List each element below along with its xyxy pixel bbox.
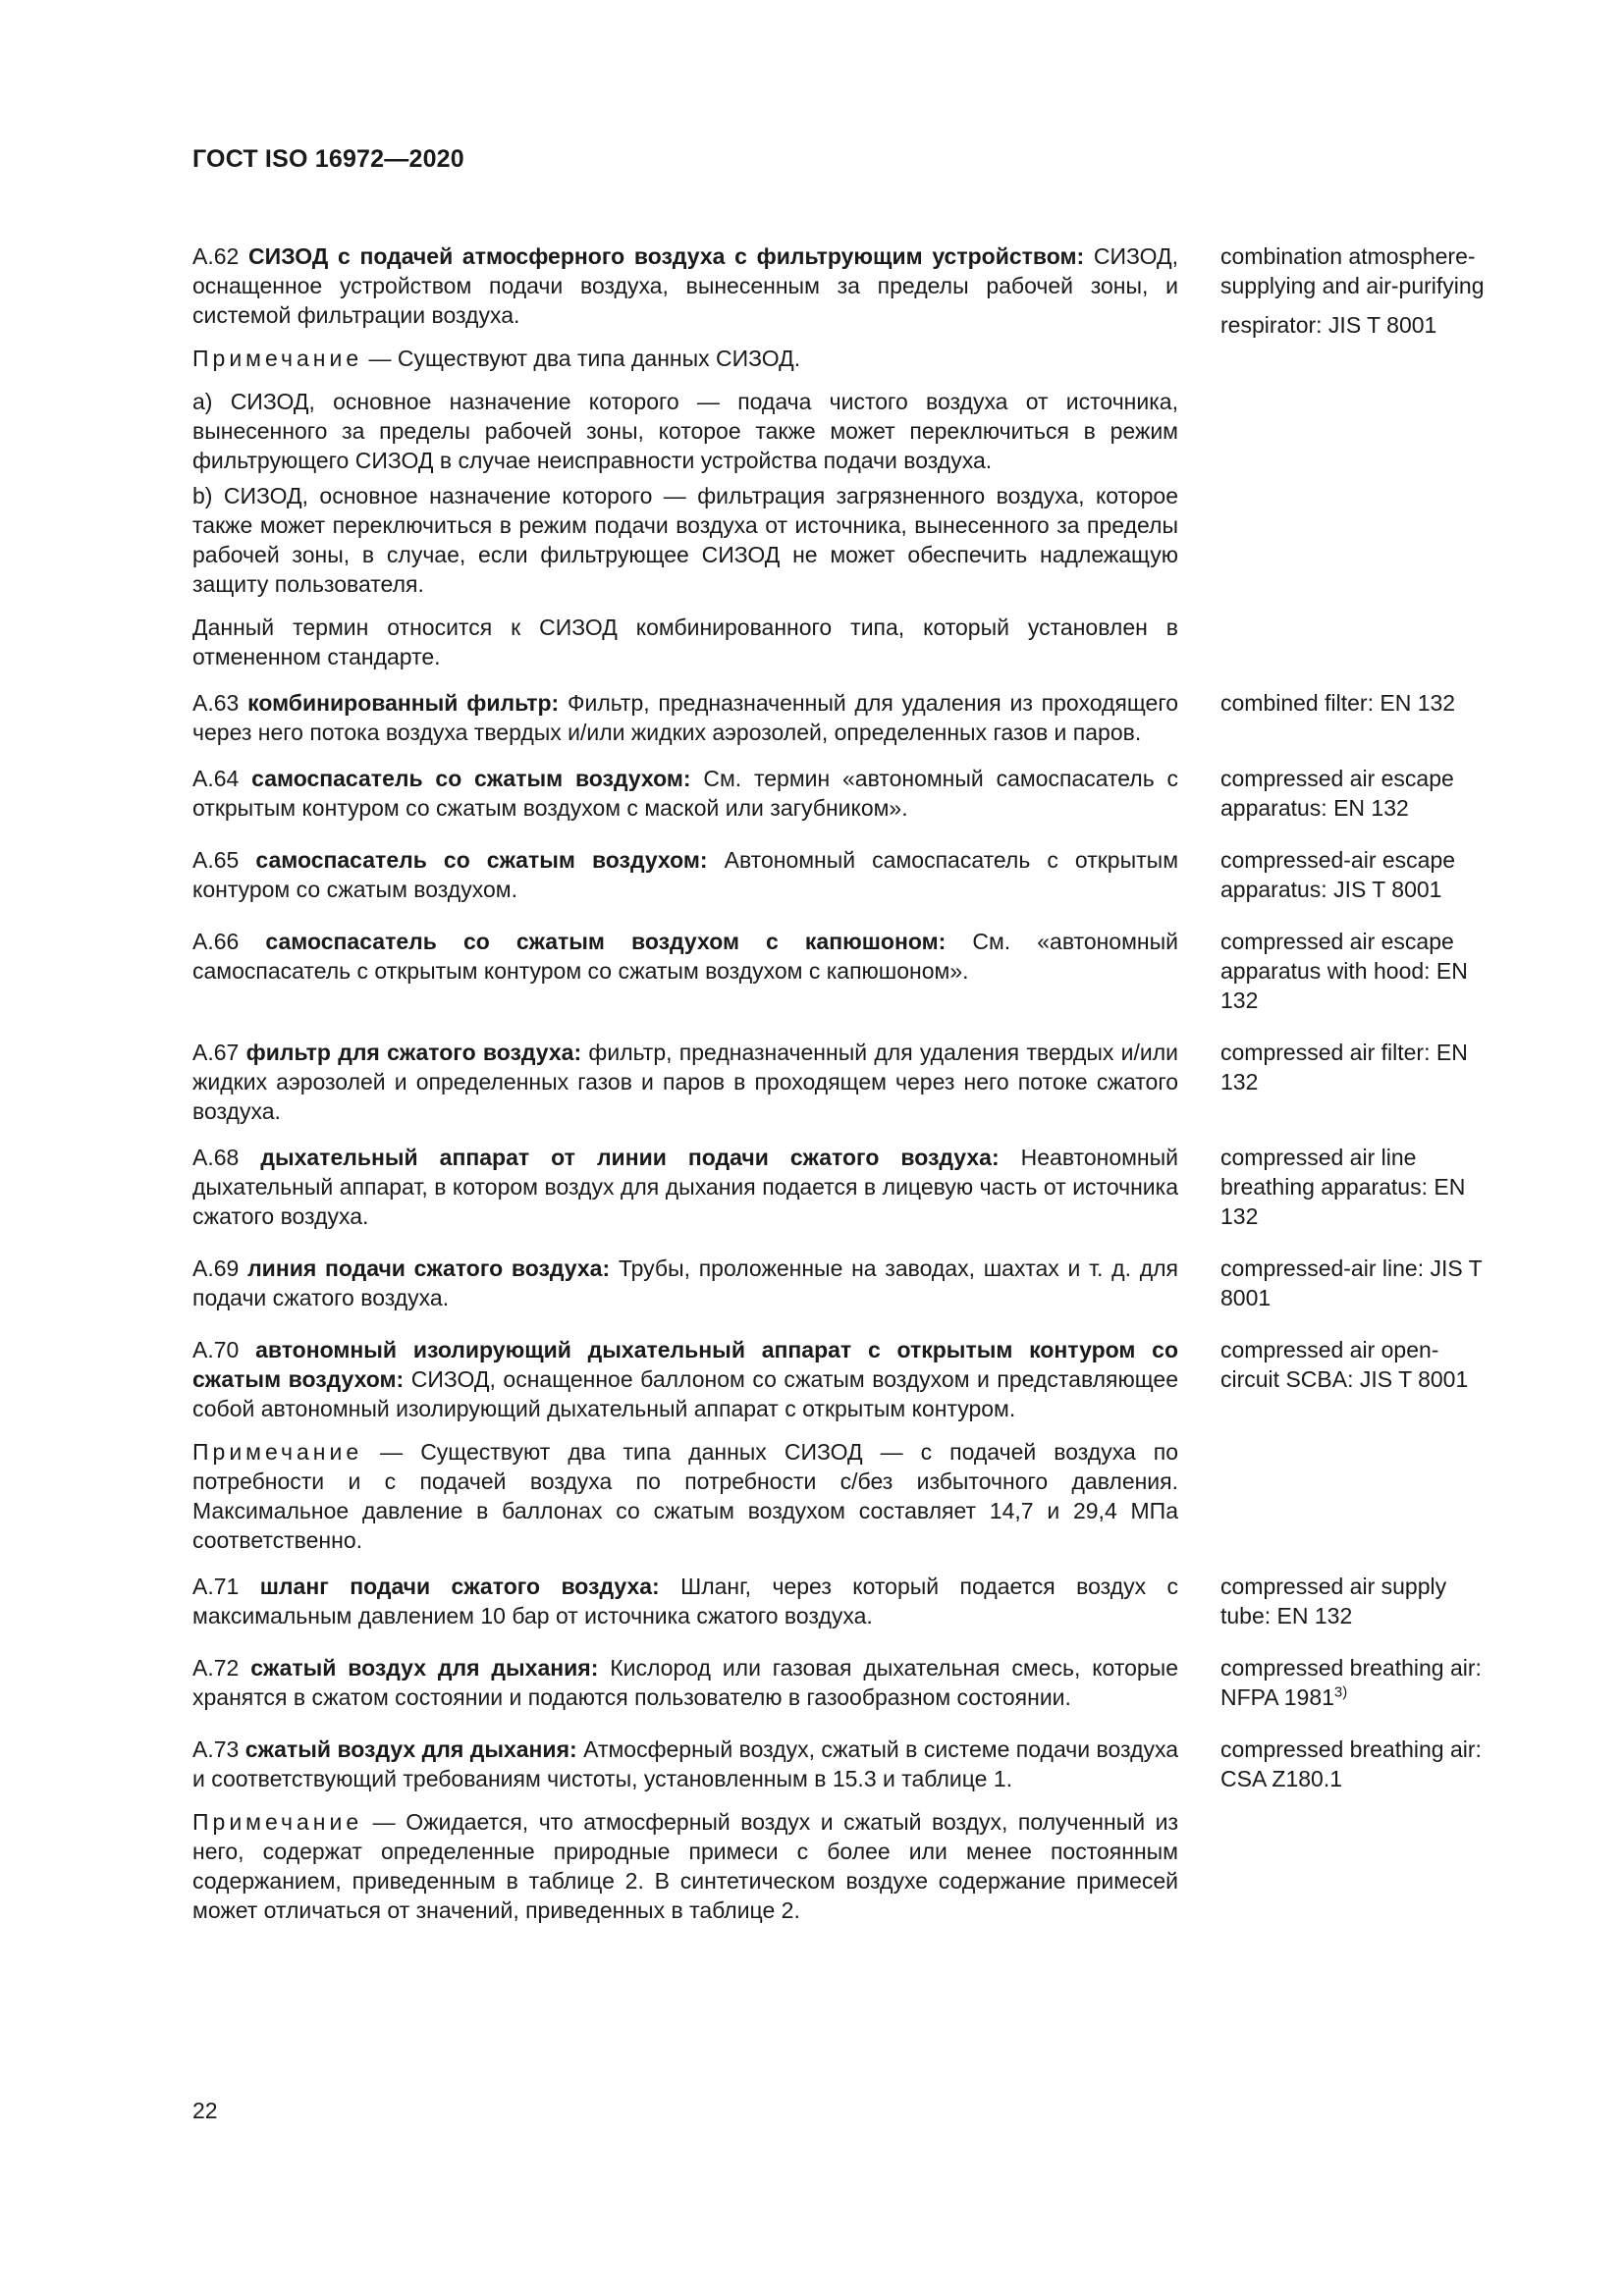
term-number: A.64 [192, 766, 240, 791]
english-term-source: respirator: JIS T 8001 [1220, 312, 1437, 338]
english-term: compressed air open-circuit SCBA: JIS T 8001 [1220, 1337, 1469, 1392]
english-term: combined filter: EN 132 [1220, 690, 1456, 716]
term-source [1220, 1572, 1488, 1636]
term-text: СИЗОД, оснащенное устройством подачи воздуха, вынесенным за пределы рабочей зоны, и системой фильтрации воздуха. [192, 243, 1179, 328]
term-entry-a72 [192, 1653, 1489, 1718]
english-term: compressed breathing air: NFPA 1981 [1220, 1655, 1482, 1710]
term-text: фильтр, предназначенный для удаления твердых и/или жидких аэрозолей и определенных газов и паров в проходящем через него потоке сжатого воздуха. [192, 1040, 1179, 1124]
note-text: — Существуют два типа данных СИЗОД. [368, 346, 801, 371]
note-item-b: b) СИЗОД, основное назначение которого — фильтрация загрязненного воздуха, которое также может переключиться в режим подачи воздуха от источника, вынесенного за пределы рабочей зоны, в случае, если фильтрующее СИЗОД не может обеспечить надлежащую защиту пользователя. [192, 483, 1178, 597]
term-text: СИЗОД, оснащенное баллоном со сжатым воздухом и представляющее собой автономный изолирующий дыхательный аппарат с открытым контуром. [192, 1366, 1179, 1421]
term-entry-a70 [192, 1335, 1489, 1555]
term-source [1220, 845, 1488, 910]
term-text: Неавтономный дыхательный аппарат, в котором воздух для дыхания подается в лицевую часть от источника сжатого воздуха. [192, 1145, 1179, 1229]
term-number: A.66 [192, 929, 240, 954]
english-term: compressed-air escape apparatus: JIS T 8001 [1220, 847, 1456, 902]
term-number: A.72 [192, 1655, 240, 1681]
term-title: самоспасатель со сжатым воздухом: [255, 847, 708, 873]
term-title: автономный изолирующий дыхательный аппарат с открытым контуром со сжатым воздухом: [192, 1337, 1179, 1392]
term-title: дыхательный аппарат от линии подачи сжатого воздуха: [260, 1145, 1000, 1170]
term-definition [192, 1572, 1178, 1636]
english-term: compressed air filter: EN 132 [1220, 1040, 1468, 1095]
term-definition [192, 1735, 1178, 1925]
term-title: самоспасатель со сжатым воздухом с капюшоном: [265, 929, 947, 954]
english-term: combination atmosphere-supplying and air-purifying [1220, 243, 1485, 298]
term-definition [192, 241, 1178, 671]
term-source [1220, 1038, 1488, 1126]
term-entry-a67 [192, 1038, 1489, 1126]
term-source [1220, 1653, 1488, 1718]
term-text: Автономный самоспасатель с открытым контуром со сжатым воздухом. [192, 847, 1179, 902]
term-entry-a71 [192, 1572, 1489, 1636]
term-text: Трубы, проложенные на заводах, шахтах и т. д. для подачи сжатого воздуха. [192, 1255, 1178, 1310]
term-entry-a73 [192, 1735, 1489, 1925]
term-title: самоспасатель со сжатым воздухом: [251, 766, 691, 791]
term-definition [192, 688, 1178, 747]
english-term: compressed air supply tube: EN 132 [1220, 1574, 1447, 1629]
term-number: A.67 [192, 1040, 240, 1065]
document-header: ГОСТ ISO 16972—2020 [192, 145, 464, 173]
term-text: Фильтр, предназначенный для удаления из проходящего через него потока воздуха твердых и/или жидких аэрозолей, определенных газов и паров. [192, 690, 1178, 745]
term-number: A.68 [192, 1145, 240, 1170]
term-number: A.70 [192, 1337, 240, 1362]
term-source [1220, 241, 1488, 671]
term-number: A.73 [192, 1736, 240, 1762]
term-definition [192, 1038, 1178, 1126]
term-number: A.69 [192, 1255, 240, 1281]
note-remark: Данный термин относится к СИЗОД комбинированного типа, который установлен в отмененном стандарте. [192, 614, 1178, 669]
term-title: линия подачи сжатого воздуха: [247, 1255, 611, 1281]
term-definition [192, 845, 1178, 910]
footnote-ref: 3) [1333, 1683, 1348, 1701]
note-text: — Существуют два типа данных СИЗОД — с подачей воздуха по потребности и с подачей воздуха по потребности с/без избыточного давления. Максимальное давление в баллонах со сжатым воздухом составляет 14,7 и 29,4 МПа соответственно. [192, 1439, 1179, 1553]
term-entry-a66 [192, 927, 1489, 1021]
english-term: compressed breathing air: [1220, 1736, 1482, 1762]
terms-list [192, 241, 1489, 1942]
term-source [1220, 1254, 1488, 1318]
note-label: Примечание [192, 346, 363, 371]
term-title: комбинированный фильтр: [247, 690, 560, 716]
term-entry-a68 [192, 1143, 1489, 1237]
term-source [1220, 1735, 1488, 1925]
term-source [1220, 1143, 1488, 1237]
term-definition [192, 1335, 1178, 1555]
term-definition [192, 927, 1178, 1021]
term-text: Атмосферный воздух, сжатый в системе подачи воздуха и соответствующий требованиям чистоты, установленным в 15.3 и таблице 1. [192, 1736, 1179, 1791]
term-entry-a64 [192, 764, 1489, 828]
term-text: Кислород или газовая дыхательная смесь, которые хранятся в сжатом состоянии и подаются пользователю в газообразном состоянии. [192, 1655, 1179, 1710]
term-entry-a63 [192, 688, 1489, 747]
term-source [1220, 1335, 1488, 1555]
term-entry-a69 [192, 1254, 1489, 1318]
page-number: 22 [192, 2098, 218, 2123]
note-label: Примечание [192, 1809, 363, 1835]
term-text: См. «автономный самоспасатель с открытым контуром со сжатым воздухом с капюшоном». [192, 929, 1178, 984]
term-definition [192, 764, 1178, 828]
term-number: A.62 [192, 243, 240, 269]
term-entry-a62 [192, 241, 1489, 671]
english-term: compressed air line breathing apparatus: EN 132 [1220, 1145, 1466, 1229]
english-term-source: CSA Z180.1 [1220, 1766, 1343, 1791]
english-term: compressed air escape apparatus: EN 132 [1220, 766, 1454, 821]
english-term: compressed air escape apparatus with hood: EN 132 [1220, 929, 1468, 1013]
term-title: СИЗОД с подачей атмосферного воздуха с фильтрующим устройством: [248, 243, 1085, 269]
note-item-a: а) СИЗОД, основное назначение которого — подача чистого воздуха от источника, вынесенного за пределы рабочей зоны, которое также может переключиться в режим фильтрующего СИЗОД в случае неисправности устройства подачи воздуха. [192, 389, 1178, 473]
term-text: См. термин «автономный самоспасатель с открытым контуром со сжатым воздухом с маской или загубником». [192, 766, 1179, 821]
term-source [1220, 764, 1488, 828]
term-source [1220, 927, 1488, 1021]
term-title: сжатый воздух для дыхания: [250, 1655, 599, 1681]
term-number: A.65 [192, 847, 240, 873]
term-definition [192, 1254, 1178, 1318]
english-term: compressed-air line: JIS T 8001 [1220, 1255, 1483, 1310]
term-title: сжатый воздух для дыхания: [244, 1736, 577, 1762]
term-definition [192, 1143, 1178, 1237]
term-number: A.63 [192, 690, 240, 716]
term-title: фильтр для сжатого воздуха: [245, 1040, 582, 1065]
term-title: шланг подачи сжатого воздуха: [259, 1574, 660, 1599]
term-entry-a65 [192, 845, 1489, 910]
term-definition [192, 1653, 1178, 1718]
note-text: — Ожидается, что атмосферный воздух и сжатый воздух, полученный из него, содержат определенные природные примеси с более или менее постоянным содержанием, приведенным в таблице 2. В синтетическом воздухе содержание примесей может отличаться от значений, приведенных в таблице 2. [192, 1809, 1178, 1923]
term-source [1220, 688, 1488, 747]
note-label: Примечание [192, 1439, 363, 1465]
term-number: A.71 [192, 1574, 240, 1599]
term-text: Шланг, через который подается воздух с максимальным давлением 10 бар от источника сжатого воздуха. [192, 1574, 1179, 1629]
